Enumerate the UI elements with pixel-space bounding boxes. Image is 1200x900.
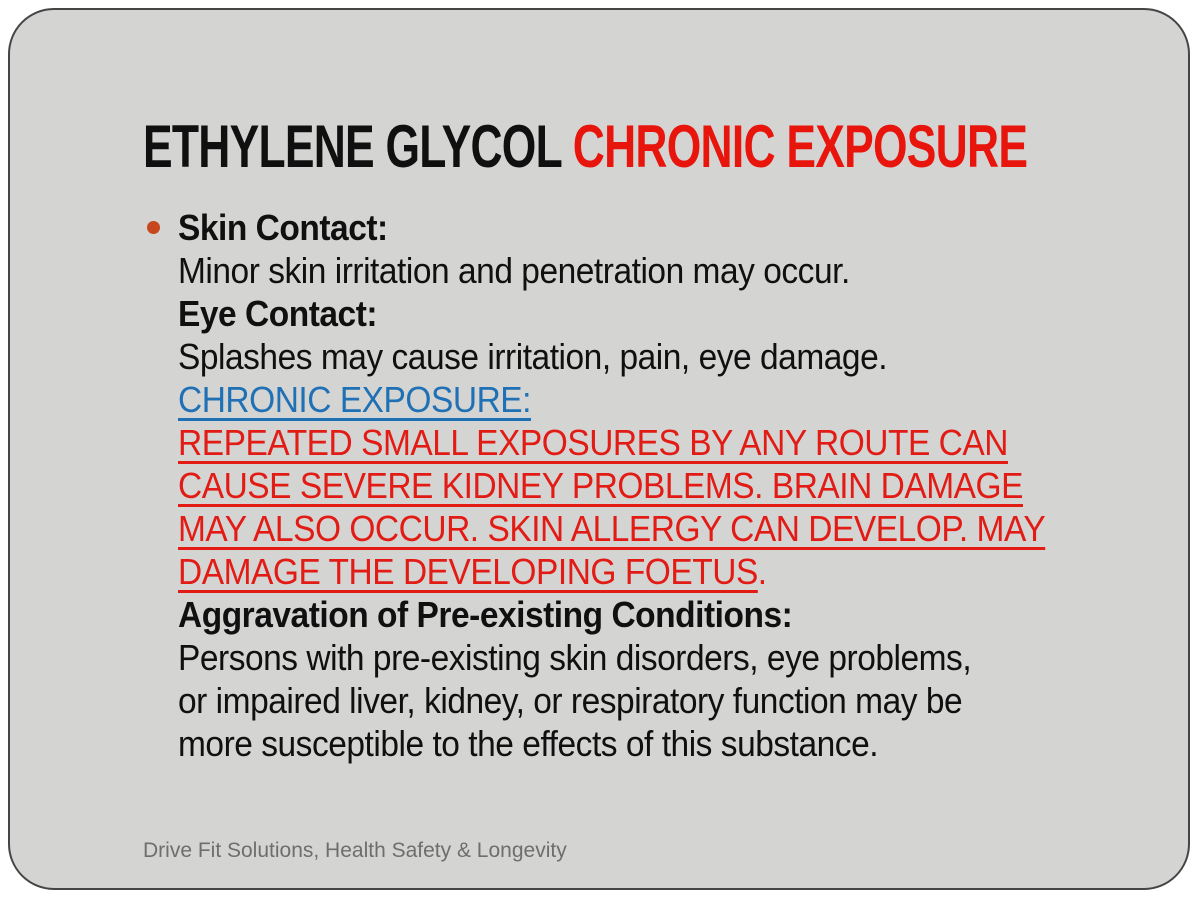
- body-line-aggravation: Aggravation of Pre-existing Conditions:: [178, 594, 793, 635]
- footer-credit: Drive Fit Solutions, Health Safety & Longevity: [143, 839, 567, 862]
- warning-text: MAY ALSO OCCUR. SKIN ALLERGY CAN DEVELOP. MAY: [178, 508, 1046, 549]
- body-line: Splashes may cause irritation, pain, eye damage.: [178, 336, 888, 377]
- body-line-warning: [178, 550, 1127, 593]
- body-line: Persons with pre-existing skin disorders, eye problems,: [178, 637, 972, 678]
- body-line-warning: [178, 507, 1127, 550]
- bullet-icon: [147, 221, 160, 234]
- slide-title: [143, 113, 1028, 180]
- warning-period: .: [757, 551, 767, 592]
- title-black-segment: ETHYLENE GLYCOL: [143, 113, 573, 180]
- body-line: more susceptible to the effects of this substance.: [178, 723, 879, 764]
- slide-canvas: [8, 8, 1190, 890]
- title-red-segment: CHRONIC EXPOSURE: [572, 113, 1028, 180]
- body-line-eye-contact: Eye Contact:: [178, 293, 378, 334]
- warning-text: REPEATED SMALL EXPOSURES BY ANY ROUTE CAN: [178, 422, 1008, 463]
- chronic-exposure-link[interactable]: CHRONIC EXPOSURE:: [178, 379, 531, 420]
- body-line-skin-contact: Skin Contact:: [178, 207, 388, 248]
- warning-text: CAUSE SEVERE KIDNEY PROBLEMS. BRAIN DAMAGE: [178, 465, 1023, 506]
- body-line: or impaired liver, kidney, or respiratory function may be: [178, 680, 963, 721]
- body-text-block: [178, 206, 1127, 765]
- body-line-warning: [178, 464, 1127, 507]
- body-line: Minor skin irritation and penetration may occur.: [178, 250, 850, 291]
- body-line-warning: [178, 421, 1127, 464]
- warning-text: DAMAGE THE DEVELOPING FOETUS: [178, 551, 758, 592]
